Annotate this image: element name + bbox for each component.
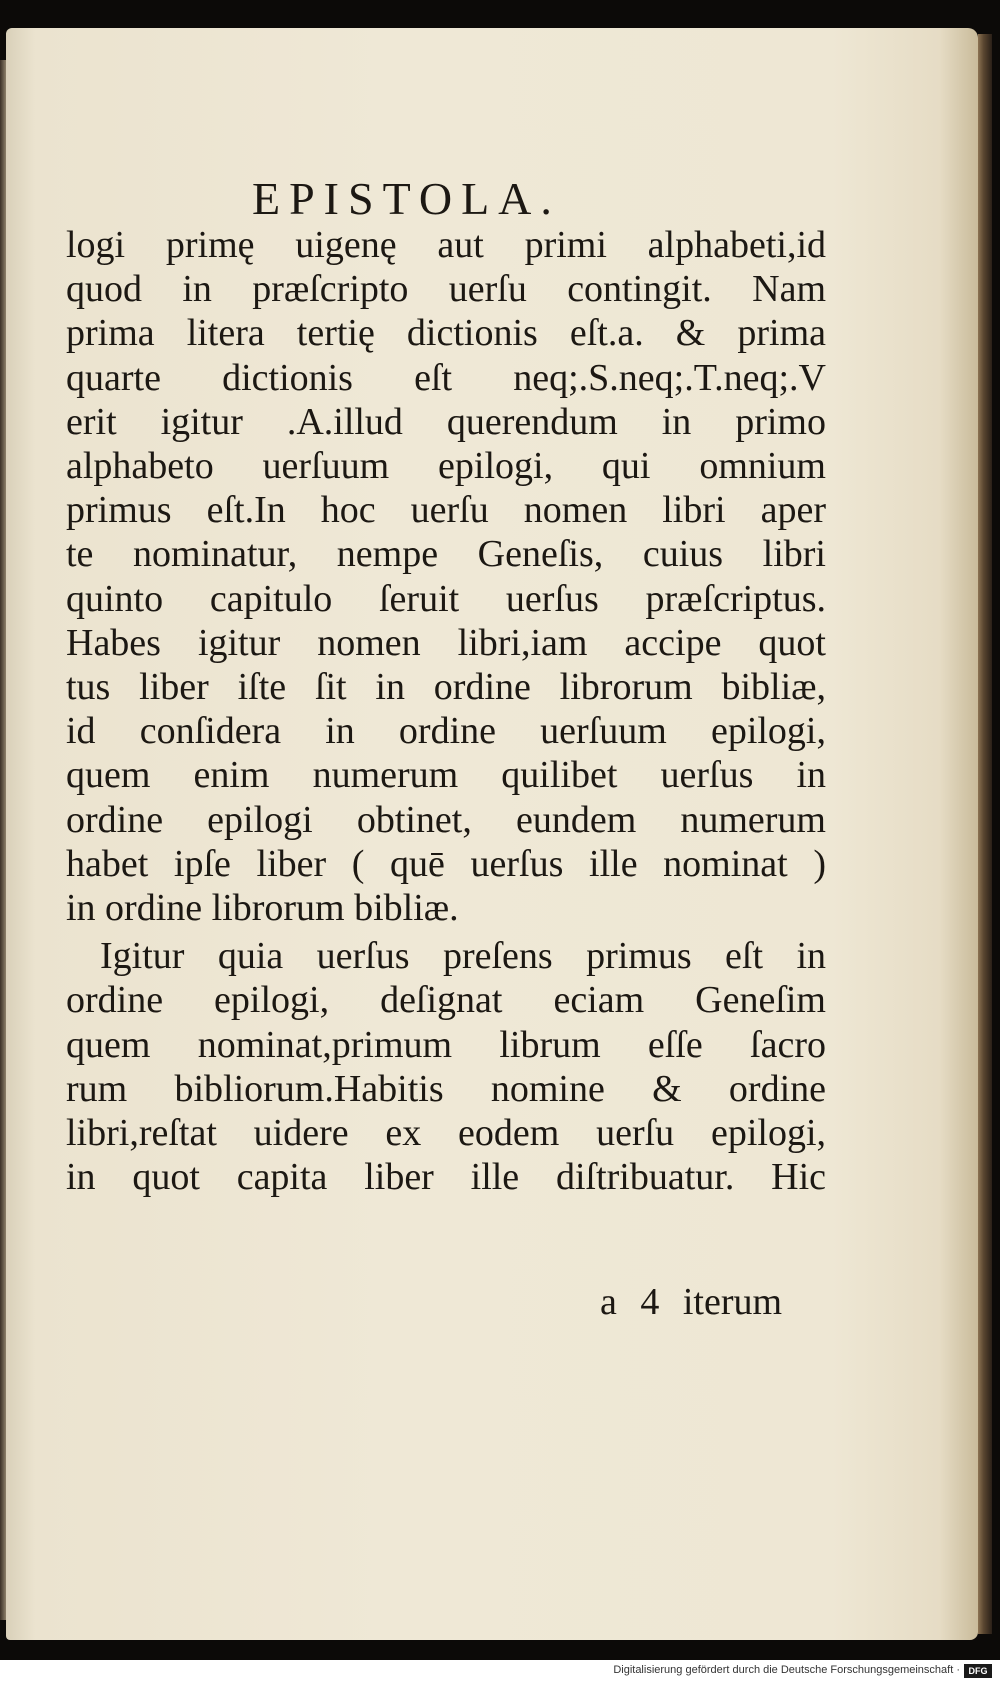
text-line: primus eſt.In hoc uerſu nomen libri aper (66, 489, 826, 531)
text-line: quinto capitulo ſeruit uerſus præſcriptus. (66, 578, 826, 620)
text-line: Habes igitur nomen libri,iam accipe quot (66, 622, 826, 664)
text-line: alphabeto uerſuum epilogi, qui omnium (66, 445, 826, 487)
running-header: EPISTOLA. (252, 173, 561, 224)
signature-catchword: a 4 iterum (600, 1281, 783, 1323)
text-line: Igitur quia uerſus preſens primus eſt in (100, 935, 826, 977)
text-line: in ordine librorum bibliæ. (66, 887, 459, 929)
text-line: quarte dictionis eſt neq;.S.neq;.T.neq;.V (66, 357, 826, 399)
page-stack-edge (978, 34, 992, 1634)
text-line: quod in præſcripto uerſu contingit. Nam (66, 268, 826, 310)
text-line: habet ipſe liber ( quē uerſus ille nominat ) (66, 843, 826, 885)
text-line: id conſidera in ordine uerſuum epilogi, (66, 710, 826, 752)
text-line: quem enim numerum quilibet uerſus in (66, 754, 826, 796)
digitization-credit: Digitalisierung gefördert durch die Deutsche Forschungsgemeinschaft · (613, 1664, 960, 1676)
text-line: ordine epilogi, deſignat eciam Geneſim (66, 979, 826, 1021)
text-line: erit igitur .A.illud querendum in primo (66, 401, 826, 443)
dfg-logo: DFG (964, 1664, 992, 1678)
text-line: in quot capita liber ille diſtribuatur. Hic (66, 1156, 826, 1198)
text-line: tus liber iſte ſit in ordine librorum bibliæ, (66, 666, 826, 708)
text-line: ordine epilogi obtinet, eundem numerum (66, 799, 826, 841)
text-line: logi primę uigenę aut primi alphabeti,id (66, 224, 826, 266)
text-line: quem nominat,primum librum eſſe ſacro (66, 1024, 826, 1066)
text-line: rum bibliorum.Habitis nomine & ordine (66, 1068, 826, 1110)
text-line: prima litera tertię dictionis eſt.a. & prima (66, 312, 826, 354)
text-line: te nominatur, nempe Geneſis, cuius libri (66, 533, 826, 575)
text-line: libri,reſtat uidere ex eodem uerſu epilogi, (66, 1112, 826, 1154)
